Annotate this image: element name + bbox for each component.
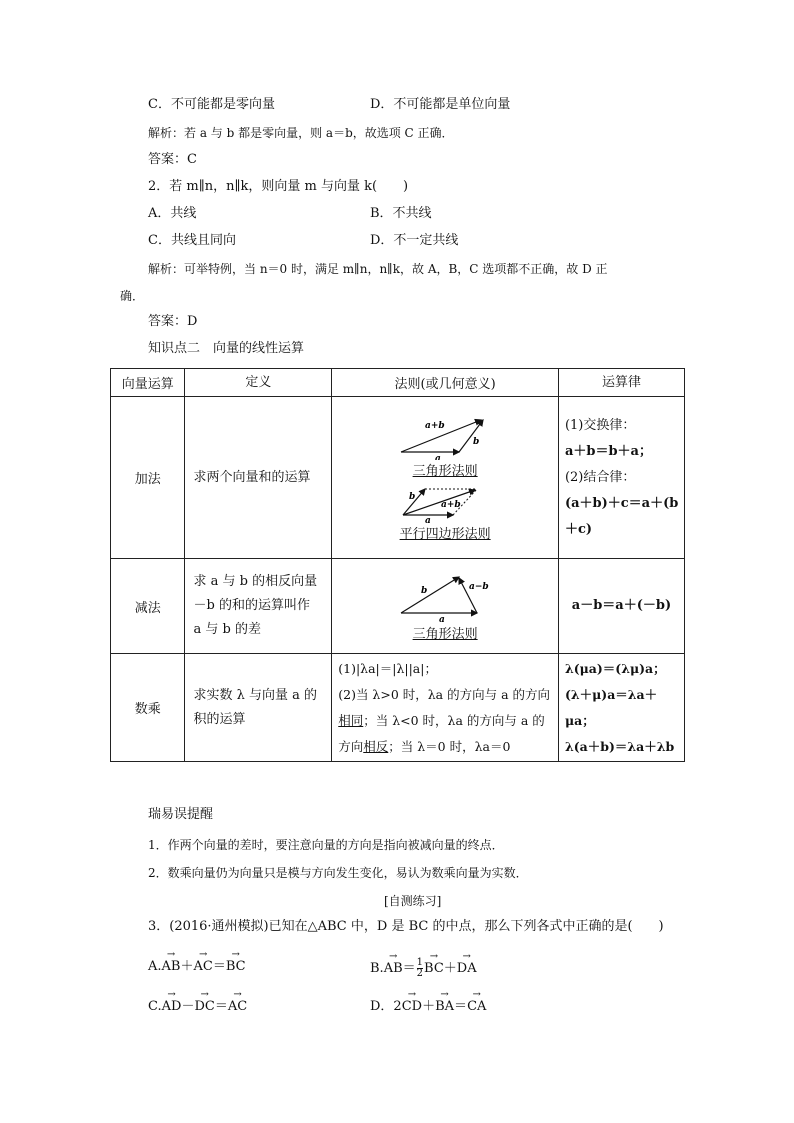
q3-option-d: D．2→ CD＋→ BA＝→ CA: [370, 998, 486, 1016]
scalar-rule-line4: 方向相反；当 λ＝0 时，λa＝0: [338, 738, 511, 754]
subtraction-name: 减法: [111, 559, 185, 654]
q3-option-b: B.→ AB＝ $\frac{1}{2}$ → BC＋→ DA: [370, 958, 477, 979]
parallelogram-rule-figure: [395, 483, 495, 523]
scalar-def-line2: 积的运算: [193, 711, 246, 727]
svg-text:a+b: a+b: [441, 499, 461, 510]
subtraction-def-line2: －b 的和的运算叫作: [193, 598, 310, 613]
q1-option-c: C．不可能都是零向量: [148, 97, 275, 112]
subtraction-rule-caption: 三角形法则: [412, 626, 478, 642]
header-law: 运算律: [558, 369, 684, 397]
scalar-rule-line3: 相同；当 λ<0 时，λa 的方向与 a 的: [338, 712, 545, 728]
svg-text:b: b: [409, 491, 416, 502]
associative-law-1: (a＋b)＋c＝a＋(b: [564, 495, 679, 511]
subtraction-rule: [332, 559, 559, 654]
associative-law-2: ＋c): [564, 521, 593, 537]
scalar-rule-line2: (2)当 λ>0 时，λa 的方向与 a 的方向: [338, 686, 550, 702]
q2-answer: 答案：D: [148, 314, 198, 329]
q2-analysis-line2: 确．: [120, 289, 145, 303]
subtraction-triangle-figure: [395, 571, 495, 623]
scalar-def-line1: 求实数 λ 与向量 a 的: [193, 687, 318, 703]
parallelogram-rule-caption: 平行四边形法则: [399, 526, 491, 542]
svg-text:a: a: [439, 614, 445, 623]
scalar-rule: [332, 654, 559, 762]
header-definition: 定义: [185, 369, 332, 397]
scalar-definition: [185, 654, 332, 762]
scalar-rule-line1: (1)|λa|＝|λ||a|；: [338, 660, 437, 676]
associative-label: (2)结合律：: [564, 469, 636, 485]
q1-option-d: D．不可能都是单位向量: [370, 97, 511, 112]
scalar-laws: [558, 654, 684, 762]
q1-analysis: 解析：若 a 与 b 都是零向量，则 a＝b，故选项 C 正确．: [148, 126, 454, 140]
practice-title: [自测练习]: [384, 894, 442, 908]
addition-name: 加法: [111, 397, 185, 559]
subtraction-definition: [185, 559, 332, 654]
scalar-law-3: λ(a＋b)＝λa＋λb: [564, 738, 675, 754]
header-rule: 法则(或几何意义): [332, 369, 559, 397]
svg-text:b: b: [473, 436, 480, 447]
svg-text:b: b: [421, 585, 428, 596]
reminder-title: 瑞易误提醒: [148, 807, 214, 822]
addition-definition: 求两个向量和的运算: [185, 397, 332, 559]
q2-option-b: B．不共线: [370, 206, 432, 221]
reminder-1: 1．作两个向量的差时，要注意向量的方向是指向被减向量的终点．: [148, 838, 504, 852]
label-a-plus-b: a+b: [425, 420, 445, 431]
q2-stem: 2．若 m∥n，n∥k，则向量 m 与向量 k( ): [148, 179, 409, 194]
fraction-one-half: $\frac{1}{2}$: [416, 957, 424, 979]
commutative-law: a＋b＝b＋a；: [564, 443, 652, 459]
linear-operations-table: [110, 368, 685, 762]
section-title: 知识点二 向量的线性运算: [148, 341, 305, 356]
subtraction-def-line3: a 与 b 的差: [193, 622, 261, 637]
q1-answer: 答案：C: [148, 152, 197, 167]
svg-text:a: a: [425, 515, 431, 523]
q3-option-a: A.→ AB＋→ AC＝→ BC: [148, 958, 246, 976]
scalar-law-2: (λ＋μ)a＝λa＋μa；: [564, 686, 658, 728]
q2-option-c: C．共线且同向: [148, 233, 236, 248]
scalar-name: 数乘: [111, 654, 185, 762]
triangle-rule-caption: 三角形法则: [412, 463, 478, 479]
q2-option-a: A．共线: [148, 206, 197, 221]
q2-analysis-line1: 解析：可举特例，当 n＝0 时，满足 m∥n，n∥k，故 A，B，C 选项都不正确，故 D 正: [148, 262, 608, 276]
scalar-law-1: λ(μa)＝(λμ)a；: [564, 660, 666, 676]
subtraction-law: a－b＝a＋(－b): [558, 559, 684, 654]
header-operation: 向量运算: [111, 369, 185, 397]
svg-text:a−b: a−b: [469, 581, 489, 592]
q2-option-d: D．不一定共线: [370, 233, 459, 248]
subtraction-def-line1: 求 a 与 b 的相反向量: [193, 574, 318, 589]
q3-stem: 3．(2016·通州模拟)已知在△ABC 中，D 是 BC 的中点，那么下列各式中正确的是( ): [148, 919, 664, 934]
reminder-2: 2．数乘向量仍为向量只是模与方向发生变化，易认为数乘向量为实数．: [148, 866, 528, 880]
addition-laws: [558, 397, 684, 559]
addition-rules: [332, 397, 559, 559]
q3-option-c: C.→ AD－→ DC＝→ AC: [148, 998, 247, 1016]
commutative-label: (1)交换律：: [564, 417, 636, 433]
svg-text:a: a: [435, 453, 441, 460]
triangle-rule-figure: [395, 414, 495, 460]
